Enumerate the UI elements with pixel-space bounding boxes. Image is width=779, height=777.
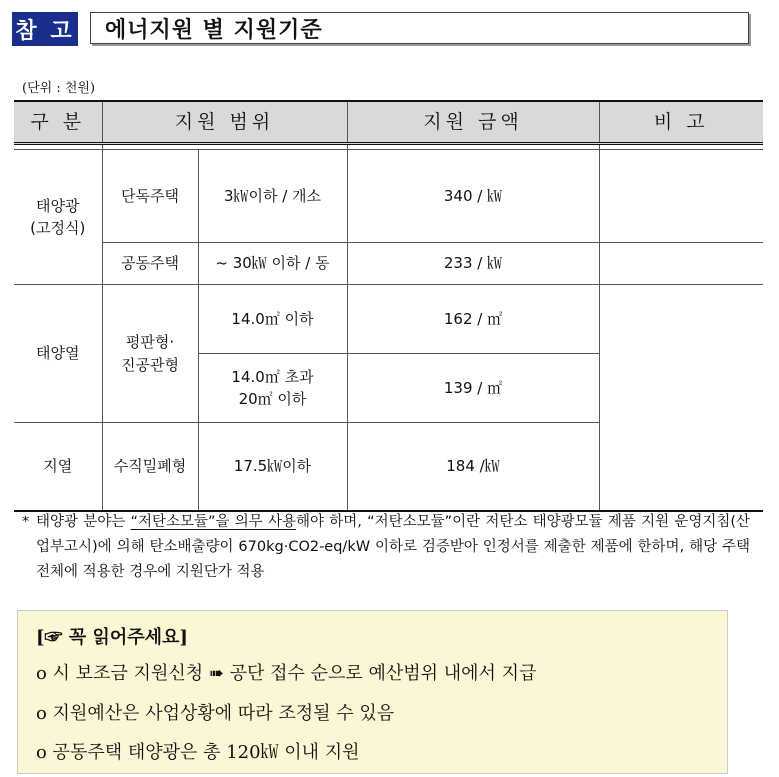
section-title: 에너지원 별 지원기준 — [90, 12, 749, 44]
support-range: 14.0㎡ 초과 20㎡ 이하 — [198, 354, 347, 423]
unit-note: (단위 : 천원) — [22, 81, 96, 96]
footnote-text: 태양광 분야는 “저탄소모듈”을 의무 사용해야 하며, “저탄소모듈”이란 저탄소 태양광모듈 제품 지원 운영지침(산업부고시)에 의해 탄소배출량이 670kg·CO2-eq/kW 이하로 검증받아 인정서를 제출한 제품에 한하며, 해당 주택 전체에 적용한 경우에 지원단가 적용 — [36, 514, 751, 580]
category-geothermal: 지열 — [14, 423, 102, 511]
remarks-cell — [599, 150, 763, 243]
support-range: ~ 30㎾ 이하 / 동 — [198, 243, 347, 285]
col-header-category: 구 분 — [14, 101, 102, 144]
notice-title: [☞ 꼭 읽어주세요] — [36, 627, 188, 648]
remarks-cell — [599, 285, 763, 511]
col-header-amount: 지원 금액 — [347, 101, 599, 144]
category-solar-pv: 태양광 (고정식) — [14, 150, 102, 285]
reference-badge: 참 고 — [12, 12, 78, 46]
housing-type: 단독주택 — [102, 150, 198, 243]
remarks-cell — [599, 243, 763, 285]
notice-item: o 지원예산은 사업상황에 따라 조정될 수 있음 — [36, 703, 395, 724]
support-amount: 233 / ㎾ — [347, 243, 599, 285]
table-row — [14, 285, 763, 354]
col-header-remarks: 비 고 — [599, 101, 763, 144]
table-header-row — [14, 101, 763, 144]
footnote-emphasis: “저탄소모듈”을 의무 사용 — [130, 514, 297, 530]
housing-type: 공동주택 — [102, 243, 198, 285]
support-amount: 162 / ㎡ — [347, 285, 599, 354]
footnote — [22, 510, 750, 585]
footnote-marker: * — [22, 514, 30, 530]
table-row — [14, 150, 763, 243]
collector-type: 평판형· 진공관형 — [102, 285, 198, 423]
support-range: 17.5㎾이하 — [198, 423, 347, 511]
support-criteria-table — [14, 100, 763, 512]
col-header-range: 지원 범위 — [102, 101, 347, 144]
support-amount: 139 / ㎡ — [347, 354, 599, 423]
support-amount: 340 / ㎾ — [347, 150, 599, 243]
support-range: 14.0㎡ 이하 — [198, 285, 347, 354]
table-row — [14, 243, 763, 285]
support-amount: 184 /㎾ — [347, 423, 599, 511]
support-range: 3㎾이하 / 개소 — [198, 150, 347, 243]
notice-item: o 공동주택 태양광은 총 120㎾ 이내 지원 — [36, 742, 360, 763]
notice-box — [17, 610, 728, 774]
notice-item: o 시 보조금 지원신청 ➠ 공단 접수 순으로 예산범위 내에서 지급 — [36, 663, 537, 684]
section-header — [12, 12, 751, 46]
system-type: 수직밀폐형 — [102, 423, 198, 511]
category-solar-thermal: 태양열 — [14, 285, 102, 423]
